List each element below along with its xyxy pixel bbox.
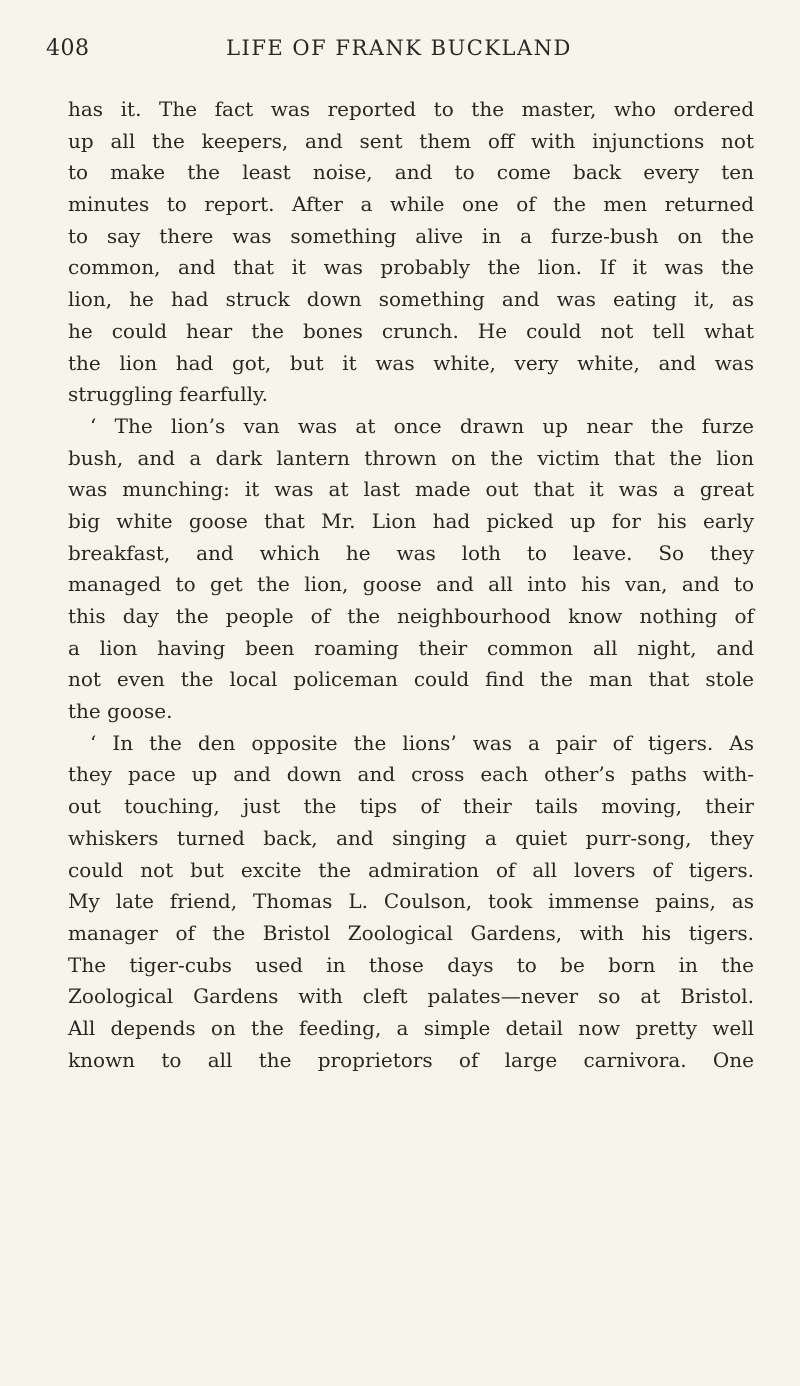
text-line: has it. The fact was reported to the master, who ordered	[68, 97, 754, 121]
text-line: to say there was something alive in a furze-bush on the	[68, 223, 754, 248]
text-line: they pace up and down and cross each other’s paths with-	[68, 762, 754, 787]
text-line: Zoological Gardens with cleft palates—never so at Bristol.	[68, 984, 754, 1009]
text-line: out touching, just the tips of their tails moving, their	[68, 794, 754, 819]
body-text	[68, 94, 754, 1076]
text-line: breakfast, and which he was loth to leave. So they	[68, 540, 754, 565]
text-line: minutes to report. After a while one of the men returned	[68, 192, 754, 217]
text-line: could not but excite the admiration of all lovers of tigers.	[68, 857, 754, 882]
text-line: not even the local policeman could find the man that stole	[68, 667, 754, 692]
running-head	[46, 36, 752, 66]
text-line: the lion had got, but it was white, very white, and was	[68, 350, 754, 375]
text-line: known to all the proprietors of large carnivora. One	[68, 1047, 754, 1072]
page-number: 408	[46, 36, 90, 61]
text-line: My late friend, Thomas L. Coulson, took immense pains, as	[68, 889, 754, 914]
text-line: big white goose that Mr. Lion had picked up for his early	[68, 508, 754, 533]
text-line: lion, he had struck down something and was eating it, as	[68, 287, 754, 312]
text-line: was munching: it was at last made out that it was a great	[68, 477, 754, 502]
text-line: he could hear the bones crunch. He could not tell what	[68, 318, 754, 343]
text-line: the goose.	[68, 699, 173, 724]
text-line: a lion having been roaming their common all night, and	[68, 635, 754, 660]
text-line: ‘ In the den opposite the lions’ was a pair of tigers. As	[90, 730, 754, 755]
running-title: LIFE OF FRANK BUCKLAND	[226, 36, 572, 60]
text-line: up all the keepers, and sent them off with injunctions not	[68, 128, 754, 153]
text-line: All depends on the feeding, a simple detail now pretty well	[68, 1015, 754, 1040]
text-line: bush, and a dark lantern thrown on the victim that the lion	[68, 445, 754, 470]
text-line: to make the least noise, and to come back every ten	[68, 160, 754, 185]
text-line: ‘ The lion’s van was at once drawn up near the furze	[90, 413, 754, 438]
text-line: this day the people of the neighbourhood know nothing of	[68, 604, 754, 628]
text-line: The tiger-cubs used in those days to be born in the	[68, 952, 754, 977]
text-line: struggling fearfully.	[68, 382, 268, 407]
text-line: managed to get the lion, goose and all into his van, and to	[68, 572, 754, 597]
text-line: manager of the Bristol Zoological Gardens, with his tigers.	[68, 920, 754, 945]
text-line: whiskers turned back, and singing a quiet purr-song, they	[68, 825, 754, 850]
text-line: common, and that it was probably the lion. If it was the	[68, 255, 754, 280]
